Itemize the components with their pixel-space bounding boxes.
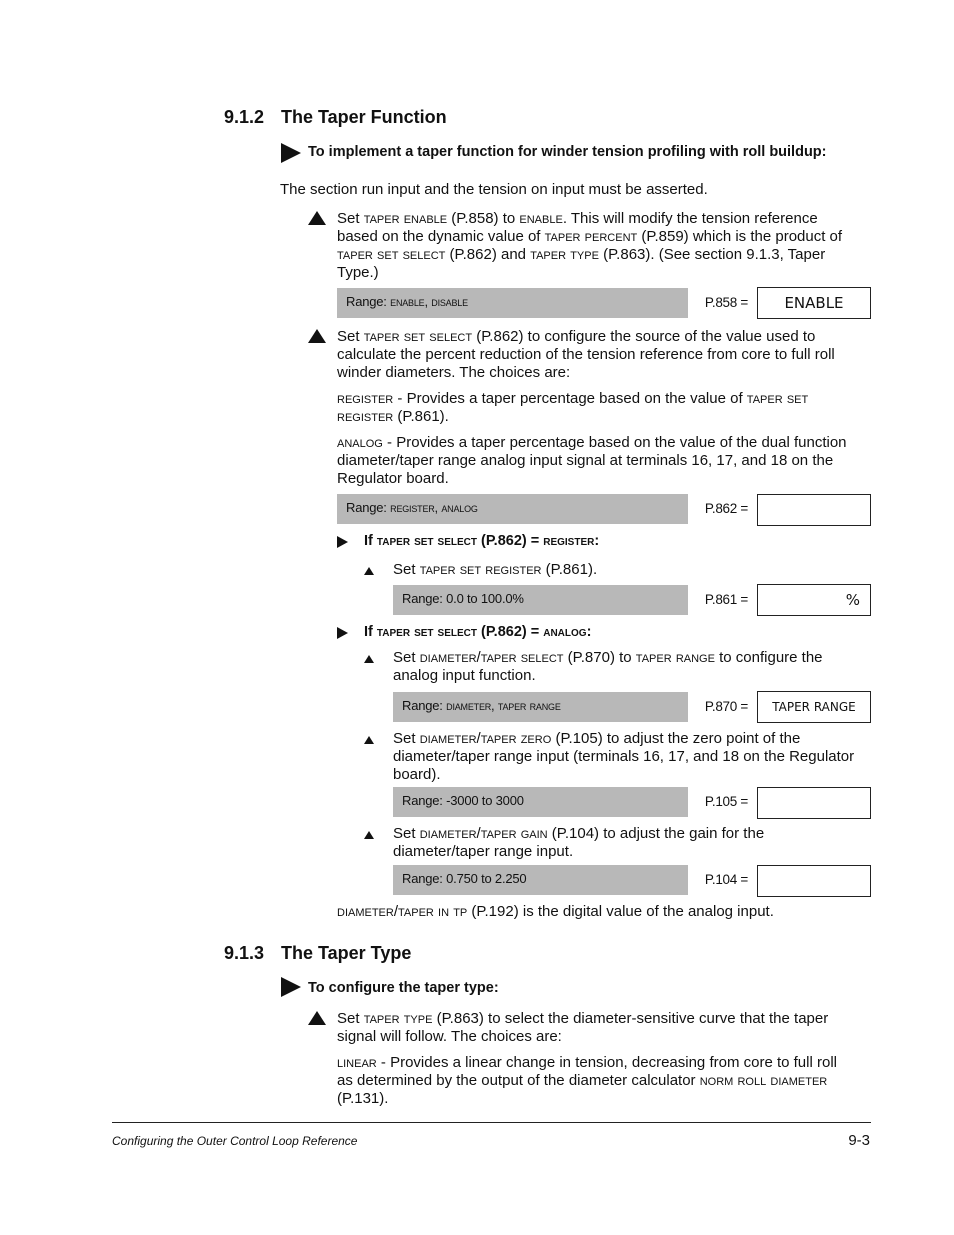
step-diameter-taper-gain: Set diameter/taper gain (P.104) to adjust the gain for the diameter/taper range input. [393, 825, 765, 860]
step-diameter-taper-select: Set diameter/taper select (P.870) to taper range to configure the analog input function. [393, 649, 823, 684]
range-box-p858: Range: enable, disable [337, 288, 688, 318]
section-number: 9.1.3 [224, 943, 265, 963]
value-field-p861[interactable] [757, 584, 871, 616]
step-taper-type: Set taper type (P.863) to select the diameter-sensitive curve that the taper signal will follow. The choices are: [337, 1010, 829, 1045]
value-text: TAPER RANGE [772, 700, 856, 714]
note-diameter-taper-in-tp: diameter/taper in tp (P.192) is the digital value of the analog input. [337, 903, 774, 920]
condition-arrow-icon [337, 627, 348, 639]
param-label-p858: P.858 = [704, 295, 748, 310]
bullet-triangle-icon [308, 1011, 326, 1025]
section-heading-913 [224, 943, 411, 964]
value-field-p105[interactable] [757, 787, 871, 819]
choice-linear: linear - Provides a linear change in tension, decreasing from core to full roll as determined by the output of the diameter calculator norm roll diameter (P.131). [337, 1054, 837, 1107]
value-text [758, 866, 870, 896]
range-box-p105: Range: -3000 to 3000 [393, 787, 688, 817]
section-title: The Taper Type [281, 943, 412, 963]
value-field-p862[interactable] [757, 494, 871, 526]
footer-divider [112, 1122, 871, 1123]
section-number: 9.1.2 [224, 107, 265, 127]
param-label-p105: P.105 = [704, 794, 748, 809]
step-taper-set-register: Set taper set register (P.861). [393, 561, 598, 578]
procedure-arrow-icon [281, 143, 301, 163]
condition-register: If taper set select (P.862) = register: [364, 533, 600, 549]
value-field-p870[interactable] [757, 691, 871, 723]
param-label-p861: P.861 = [704, 592, 748, 607]
procedure-arrow-icon [281, 977, 301, 997]
bullet-triangle-icon [364, 567, 374, 575]
param-label-p870: P.870 = [704, 699, 748, 714]
step-diameter-taper-zero: Set diameter/taper zero (P.105) to adjust the zero point of the diameter/taper range input (terminals 16, 17, and 18 on the Regulator board). [393, 730, 855, 783]
value-text [758, 788, 870, 818]
value-text: ENABLE [784, 294, 844, 312]
condition-analog: If taper set select (P.862) = analog: [364, 624, 592, 640]
range-box-p862: Range: register, analog [337, 494, 688, 524]
bullet-triangle-icon [308, 329, 326, 343]
param-label-p104: P.104 = [704, 872, 748, 887]
range-box-p861: Range: 0.0 to 100.0% [393, 585, 688, 615]
section-title: The Taper Function [281, 107, 447, 127]
value-text [758, 495, 870, 525]
bullet-triangle-icon [364, 736, 374, 744]
bullet-triangle-icon [364, 831, 374, 839]
step-taper-enable: Set taper enable (P.858) to enable. This will modify the tension reference based on the dynamic value of taper percent (P.859) which is the product of taper set select (P.862) and taper type (P.863). (See section 9.1.3, Taper Type.) [337, 210, 843, 281]
intro-paragraph: The section run input and the tension on input must be asserted. [280, 181, 708, 198]
value-field-p858[interactable] [757, 287, 871, 319]
bullet-triangle-icon [364, 655, 374, 663]
value-field-p104[interactable] [757, 865, 871, 897]
param-label-p862: P.862 = [704, 501, 748, 516]
value-unit: % [845, 591, 860, 609]
range-box-p104: Range: 0.750 to 2.250 [393, 865, 688, 895]
range-box-p870: Range: diameter, taper range [393, 692, 688, 722]
choice-register: register - Provides a taper percentage based on the value of taper set register (P.861). [337, 390, 809, 425]
condition-arrow-icon [337, 536, 348, 548]
procedure-heading: To implement a taper function for winder tension profiling with roll buildup: [308, 144, 827, 160]
footer-title: Configuring the Outer Control Loop Reference [112, 1134, 358, 1148]
bullet-triangle-icon [308, 211, 326, 225]
page-number: 9-3 [848, 1132, 870, 1149]
choice-analog: analog - Provides a taper percentage based on the value of the dual function diameter/taper range analog input signal at terminals 16, 17, and 18 on the Regulator board. [337, 434, 847, 487]
procedure-heading: To configure the taper type: [308, 980, 499, 996]
section-heading-912 [224, 107, 447, 128]
step-taper-set-select: Set taper set select (P.862) to configure the source of the value used to calculate the percent reduction of the tension reference from core to full roll winder diameters. The choices are: [337, 328, 835, 381]
